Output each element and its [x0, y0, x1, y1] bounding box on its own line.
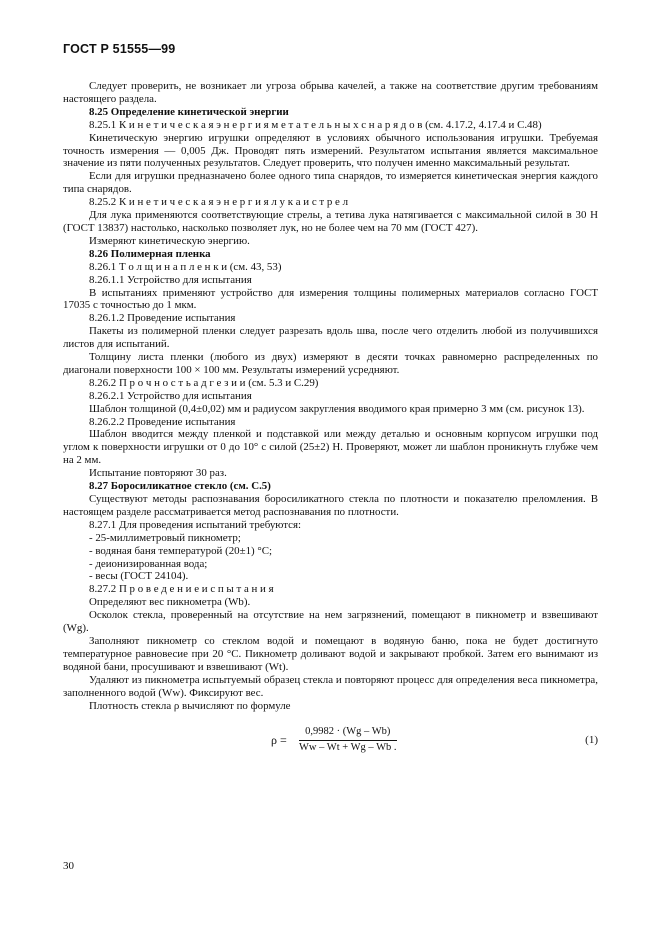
list-item: - деионизированная вода; [89, 557, 208, 570]
paragraph: Шаблон толщиной (0,4±0,02) мм и радиусом закругления вводимого края примерно 3 мм (см. рисунок 13). [89, 402, 585, 415]
paragraph: Определяют вес пикнометра (Wb). [89, 596, 251, 609]
formula-numerator: 0,9982 · (Wg – Wb) [299, 726, 397, 741]
section-heading: 8.26 Полимерная пленка [89, 247, 211, 260]
paragraph: Испытание повторяют 30 раз. [89, 467, 227, 480]
formula-tail: . [393, 742, 397, 754]
paragraph: Заполняют пикнометр со стеклом водой и помещают в водяную баню, пока не будет достигнуто температурное равновесие при 20 °С. Пикнометр доливают водой и закрывают пробкой. Затем его вынимают из водяной бани, просушивают и взвешивают (Wt). [63, 634, 598, 673]
clause-heading: 8.26.2.2 Проведение испытания [89, 415, 236, 428]
paragraph: Толщину листа пленки (любого из двух) измеряют в десяти точках равномерно распределенных по диагонали поверхности 100 × 100 мм. Результаты измерений усредняют. [63, 351, 598, 376]
paragraph: Плотность стекла ρ вычисляют по формуле [89, 699, 291, 712]
paragraph: Шаблон вводится между пленкой и подставкой или между деталью и основным корпусом игрушки под углом к поверхности игрушки от 0 до 10° с силой (25±2) Н. Проверяют, может ли шаблон проникнуть глубже чем на 2 мм. [63, 428, 598, 467]
equation-number: (1) [585, 734, 598, 747]
list-item: - весы (ГОСТ 24104). [89, 570, 189, 583]
subsection-heading: 8.26.1 Т о л щ и н а п л е н к и (см. 43, 53) [89, 260, 282, 273]
paragraph: 8.27.1 Для проведения испытаний требуются: [89, 518, 302, 531]
density-formula [63, 722, 598, 768]
paragraph: Осколок стекла, проверенный на отсутствие на нем загрязнений, помещают в пикнометр и взвешивают (Wg). [63, 609, 598, 635]
paragraph: Для лука применяются соответствующие стрелы, а тетива лука натягивается с максимальной силой в 30 Н (ГОСТ 13837) настолько, насколько позволяет лук, но не более чем на 70 мм (ГОСТ 427). [63, 209, 598, 234]
document-body [63, 80, 598, 768]
subsection-heading: 8.25.2 К и н е т и ч е с к а я э н е р г и я л у к а и с т р е л [89, 196, 349, 209]
subsection-heading: 8.25.1 К и н е т и ч е с к а я э н е р г и я м е т а т е л ь н ы х с н а р я д о в (см. 4.17.2, 4.17.4 и С.48) [89, 118, 542, 131]
paragraph: Измеряют кинетическую энергию. [89, 234, 250, 247]
formula-lhs: ρ = [271, 733, 287, 748]
paragraph: Если для игрушки предназначено более одного типа снарядов, то измеряется кинетическая энергия каждого типа снарядов. [63, 170, 598, 196]
clause-heading: 8.26.1.2 Проведение испытания [89, 312, 236, 325]
paragraph: Существуют методы распознавания боросиликатного стекла по плотности и показателю преломления. В настоящем разделе рассматривается метод распознавания по плотности. [63, 493, 598, 518]
subsection-heading: 8.26.2 П р о ч н о с т ь а д г е з и и (см. 5.3 и С.29) [89, 376, 319, 389]
list-item: - водяная баня температурой (20±1) °С; [89, 544, 273, 557]
formula-denominator-text: Ww – Wt + Wg – Wb [299, 742, 392, 754]
clause-heading: 8.26.2.1 Устройство для испытания [89, 389, 252, 402]
paragraph: Удаляют из пикнометра испытуемый образец стекла и повторяют процесс для определения веса пикнометра, заполненного водой (Ww). Фиксируют вес. [63, 673, 598, 699]
subsection-heading: 8.27.2 П р о в е д е н и е и с п ы т а н и я [89, 583, 274, 596]
paragraph: Пакеты из полимерной пленки следует разрезать вдоль шва, после чего отделить любой из получившихся листов для испытаний. [63, 325, 598, 351]
formula-denominator [299, 741, 397, 755]
paragraph: Следует проверить, не возникает ли угроза обрыва качелей, а также на соответствие другим требованиям настоящего раздела. [63, 80, 598, 105]
paragraph: В испытаниях применяют устройство для измерения толщины полимерных материалов согласно ГОСТ 17035 с точностью до 1 мкм. [63, 286, 598, 312]
clause-heading: 8.26.1.1 Устройство для испытания [89, 273, 252, 286]
section-heading: 8.27 Боросиликатное стекло (см. С.5) [89, 480, 271, 493]
section-heading: 8.25 Определение кинетической энергии [89, 105, 289, 118]
page-number: 30 [63, 860, 74, 872]
list-item: - 25-миллиметровый пикнометр; [89, 531, 241, 544]
document-header: ГОСТ Р 51555—99 [63, 42, 176, 56]
formula-fraction [299, 726, 397, 755]
paragraph: Кинетическую энергию игрушки определяют в условиях обычного использования игрушки. Требуемая точность измерения — 0,005 Дж. Проводят пять измерений. Результатом испытания является максимальное значение из пяти полученных результатов. Следует проверить, что получен именно максимальный результат. [63, 131, 598, 170]
